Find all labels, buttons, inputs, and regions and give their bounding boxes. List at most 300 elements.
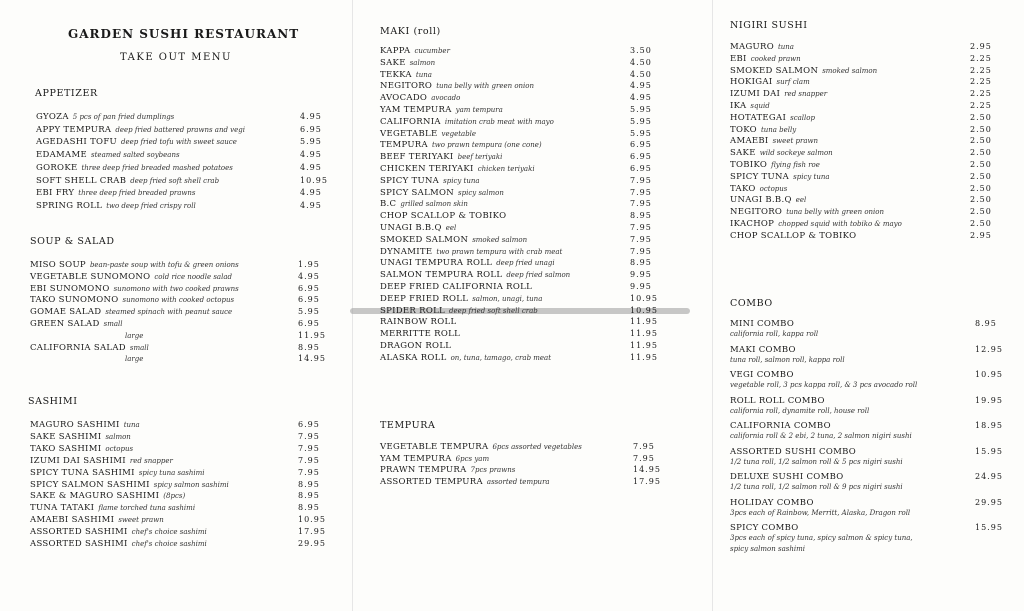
menu-item-name: IKACHOP [730,219,775,229]
menu-item-price: 2.25 [970,101,992,110]
menu-item-price: 2.50 [970,148,992,158]
menu-item [30,479,338,491]
menu-item [380,246,670,258]
menu-item-price: 2.50 [970,112,992,122]
menu-item-description: eel [795,196,807,205]
menu-item [730,76,1010,88]
menu-item-description: sunomono with two cooked prawns [113,284,239,293]
menu-item-description: spicy salmon sashimi [153,480,229,489]
menu-item-price: 6.95 [298,283,320,293]
menu-item-name: IKA [730,101,747,111]
menu-item-name: SPICY SALMON SASHIMI [30,479,150,490]
combo-item-detail: spicy salmon sashimi [730,545,805,553]
menu-item-description: deep fried unagi [496,259,555,268]
menu-item-name: MERRITTE ROLL [380,329,461,340]
menu-item-name: AGEDASHI TOFU [36,137,117,148]
menu-item [730,194,1010,206]
menu-item-name: KAPPA [380,46,411,56]
menu-item-price: 6.95 [630,164,652,173]
menu-item-price: 2.25 [970,89,992,99]
section-title-sashimi: SASHIMI [28,396,78,407]
menu-item-price: 5.95 [630,128,652,138]
menu-item-description: deep fried salmon [506,271,571,280]
menu-item [730,147,1010,159]
combo-item-detail: 1/2 tuna roll, 1/2 salmon roll & 5 pcs nigiri sushi [730,457,903,466]
menu-item-description: imitation crab meat with mayo [444,117,554,126]
menu-item [730,135,1010,147]
menu-item [30,353,338,365]
menu-item-price: 4.95 [300,150,322,160]
combo-item-detail: california roll, kappa roll [730,330,819,338]
menu-item-price: 7.95 [298,467,320,477]
menu-item-description: deep fried battered prawns and vegi [115,125,245,134]
menu-item-description: tuna [415,70,432,79]
menu-item-price: 2.25 [970,77,992,87]
menu-item-name: SPICY TUNA SASHIMI [30,467,135,478]
combo-item-price: 29.95 [975,497,1003,507]
menu-item-name: SPICY SALMON [380,187,455,198]
menu-item-description: 6pcs assorted vegetables [492,443,582,451]
page-fold [352,0,353,611]
menu-item-price: 6.95 [300,124,322,134]
menu-item [380,281,670,293]
menu-item-price: 17.95 [633,476,661,486]
menu-item-price: 6.95 [298,295,320,305]
menu-item [730,65,1010,77]
menu-item-name: ASSORTED TEMPURA [380,476,483,487]
menu-item-name: SPICY TUNA [380,175,440,186]
menu-item-name: DRAGON ROLL [380,341,452,351]
menu-item-description: cold rice noodle salad [154,272,232,281]
menu-item [30,467,338,479]
menu-item-price: 11.95 [630,329,658,339]
menu-item-description: chef's choice sashimi [131,528,207,537]
menu-item-description: surf clam [776,78,810,87]
menu-item-price: 10.95 [630,305,658,315]
menu-item-name: CHOP SCALLOP & TOBIKO [380,211,507,222]
menu-item-description: small [129,343,149,352]
menu-item-name: DEEP FRIED CALIFORNIA ROLL [380,282,533,292]
menu-item-name: TEKKA [380,69,412,80]
menu-item-price: 29.95 [298,539,326,548]
menu-item [380,57,670,69]
menu-item-price: 4.50 [630,69,652,79]
menu-item [30,342,338,354]
menu-item-price: 7.95 [630,234,652,244]
menu-item-price: 8.95 [630,211,652,221]
menu-item [30,330,338,342]
menu-item [730,100,1010,112]
menu-item [380,128,670,140]
menu-item-price: 7.95 [630,246,652,256]
menu-item [380,234,670,246]
menu-item-name: YAM TEMPURA [380,105,452,115]
menu-item-price: 2.50 [970,219,992,228]
menu-item-description: sweet prawn [118,516,164,525]
menu-item-price: 7.95 [630,187,652,197]
menu-item-description: scallop [790,113,815,122]
menu-item-name: CHOP SCALLOP & TOBIKO [730,230,857,241]
menu-item-price: 7.95 [630,175,652,185]
menu-item [380,163,670,175]
menu-item-description: two prawn tempura (one cone) [431,141,542,150]
menu-item-name: SMOKED SALMON [380,234,469,245]
combo-item-name: VEGI COMBO [730,370,794,380]
menu-item-name: CHICKEN TERIYAKI [380,164,474,174]
combo-item-name: ROLL ROLL COMBO [730,395,825,406]
menu-item [730,218,1010,230]
menu-item-description: red snapper [129,456,173,465]
menu-item-description: large [125,331,144,340]
menu-item-name: UNAGI B.B.Q [380,223,442,233]
menu-item-price: 7.95 [633,453,655,463]
menu-item-name: IZUMI DAI [730,89,781,100]
menu-item-name: TEMPURA [380,140,428,151]
menu-item-description: spicy tuna [443,176,480,185]
menu-item-description: squid [750,102,770,110]
menu-item-price: 2.50 [970,183,992,193]
menu-item-description: tuna belly [760,125,797,134]
menu-item-price: 7.95 [298,443,320,453]
menu-item-price: 11.95 [630,352,658,362]
menu-item [380,80,670,92]
menu-item-description: (8pcs) [163,492,186,501]
menu-item-name: SAKE & MAGURO SASHIMI [30,491,160,502]
menu-item-description: bean-paste soup with tofu & green onions [89,261,239,269]
menu-item-price: 4.95 [630,93,652,103]
menu-item-price: 4.95 [300,162,322,172]
menu-item-name: AMAEBI [730,136,769,147]
menu-item [380,187,670,199]
menu-item [36,200,340,212]
menu-item [380,69,670,81]
combo-item [730,471,1015,483]
menu-item-price: 6.95 [298,319,320,328]
menu-item [36,111,340,123]
menu-item-name: EBI SUNOMONO [30,283,110,294]
menu-item-name: EDAMAME [36,150,88,161]
menu-item-name: NEGITORO [730,207,783,218]
menu-item-description: smoked salmon [472,235,528,244]
menu-item-description: 6pcs yam [455,454,490,463]
menu-item-description: two deep fried crispy roll [106,201,196,210]
combo-item [730,522,1015,534]
combo-item-price: 15.95 [975,446,1003,456]
menu-item-name: VEGETABLE [380,128,438,139]
menu-item-price: 14.95 [298,354,326,364]
menu-item-name: SAKE [730,148,756,159]
menu-item-description: sweet prawn [772,137,819,146]
menu-item-description: deep fried soft shell crab [130,176,220,185]
menu-item [380,45,670,57]
menu-item-name: EBI FRY [36,188,75,199]
combo-item-detail: vegetable roll, 3 pcs kappa roll, & 3 pcs avocado roll [730,381,918,389]
menu-item-price: 5.95 [298,307,320,317]
menu-item [30,419,338,431]
menu-item-price: 4.50 [630,57,652,67]
combo-item-detail: california roll, dynamite roll, house roll [730,406,870,415]
menu-item-price: 3.50 [630,46,652,55]
menu-item-description: avocado [431,94,461,103]
menu-item [730,230,1010,242]
menu-item-price: 10.95 [298,515,326,525]
menu-item-description: octopus [105,444,134,453]
menu-item-price: 9.95 [630,270,652,280]
menu-item-price: 2.95 [970,230,992,240]
menu-item-description: chopped squid with tobiko & mayo [778,220,902,228]
menu-item-description: two prawn tempura with crab meat [436,247,563,256]
menu-item-price: 7.95 [630,223,652,232]
menu-item-description: tuna belly with green onion [786,208,885,217]
section-title-maki: MAKI (roll) [380,26,441,37]
menu-item [380,198,670,210]
menu-item-description: vegetable [441,129,477,138]
page-fold [712,0,713,611]
menu-item-description: flying fish roe [771,161,820,169]
combo-item-name: MAKI COMBO [730,344,796,355]
menu-item-name: PRAWN TEMPURA [380,465,467,475]
menu-item-price: 4.95 [630,81,652,91]
menu-item-name: DEEP FRIED ROLL [380,293,469,304]
menu-item-description: smoked salmon [822,66,878,75]
menu-item-name: SPIDER ROLL [380,305,445,316]
menu-item [30,443,338,455]
menu-item-name: VEGETABLE SUNOMONO [30,271,151,282]
section-title-nigiri: NIGIRI SUSHI [730,20,808,31]
menu-item-description: salmon [409,58,436,67]
menu-item [380,352,670,364]
menu-item-price: 2.50 [970,195,992,205]
menu-item [730,41,1010,53]
menu-item-price: 11.95 [630,317,658,327]
menu-item-name: UNAGI TEMPURA ROLL [380,258,493,269]
menu-item-price: 8.95 [298,342,320,352]
menu-item-name: B.C [380,199,397,210]
combo-item [730,344,1015,356]
menu-item-name: IZUMI DAI SASHIMI [30,455,126,466]
menu-item [380,453,673,465]
menu-type: TAKE OUT MENU [120,52,232,63]
menu-item [380,92,670,104]
section-title-soup-salad: SOUP & SALAD [30,236,115,247]
restaurant-name: GARDEN SUSHI RESTAURANT [68,27,300,41]
menu-item-price: 2.50 [970,207,992,217]
menu-item-price: 7.95 [298,455,320,465]
combo-item-name: MINI COMBO [730,319,795,329]
menu-item-description: tuna [123,421,140,429]
menu-item [730,171,1010,183]
menu-item [380,139,670,151]
menu-item-description: salmon, unagi, tuna [472,294,543,303]
menu-item [30,306,338,318]
menu-item [380,293,670,305]
menu-item-name: SOFT SHELL CRAB [36,175,127,186]
menu-item-name: SPICY TUNA [730,171,790,182]
menu-item-description: octopus [759,184,788,193]
combo-item-price: 18.95 [975,421,1003,430]
menu-item-price: 8.95 [298,491,320,501]
menu-item [730,88,1010,100]
menu-item [380,340,670,352]
menu-item-description: red snapper [784,90,828,99]
menu-item-description: cucumber [414,47,450,55]
menu-item-name: MAGURO SASHIMI [30,420,120,430]
menu-item [36,124,340,136]
menu-item-name: TUNA TATAKI [30,503,95,514]
menu-item-description: 5 pcs of pan fried dumplings [72,113,175,121]
menu-item-price: 4.95 [300,188,322,198]
menu-item-name: MAGURO [730,42,774,52]
menu-item [380,257,670,269]
menu-item [380,222,670,234]
menu-item [30,526,338,538]
menu-item-name: TAKO [730,183,756,194]
menu-item-description: on, tuna, tamago, crab meat [450,353,552,362]
combo-item [730,395,1015,407]
menu-item-name: APPY TEMPURA [36,124,112,135]
menu-item [730,206,1010,218]
combo-item-name: CALIFORNIA COMBO [730,421,831,431]
menu-item-price: 6.95 [630,140,652,150]
menu-item [730,53,1010,65]
menu-item [30,318,338,330]
menu-item-price: 2.25 [970,65,992,75]
menu-item [380,328,670,340]
menu-item-name: SALMON TEMPURA ROLL [380,270,503,281]
menu-item [380,476,673,488]
menu-item [730,124,1010,136]
menu-item-name: YAM TEMPURA [380,453,452,464]
menu-item-name: UNAGI B.B.Q [730,195,792,206]
menu-item [36,162,340,174]
menu-item-price: 5.95 [630,116,652,126]
combo-item-detail: tuna roll, salmon roll, kappa roll [730,355,845,364]
menu-item-name: AMAEBI SASHIMI [30,515,115,526]
menu-item-price: 5.95 [300,137,322,147]
menu-item-description: spicy tuna sashimi [138,468,205,477]
combo-item-name: DELUXE SUSHI COMBO [730,472,844,482]
combo-item-price: 10.95 [975,370,1003,379]
menu-item-description: assorted tempura [486,477,550,486]
combo-item-detail: 3pcs each of spicy tuna, spicy salmon & spicy tuna, [730,534,913,542]
combo-item-price: 8.95 [975,319,997,328]
menu-item [30,502,338,514]
menu-item-name: RAINBOW ROLL [380,317,457,328]
menu-item [30,259,338,271]
combo-item [730,446,1015,458]
menu-item-price: 2.50 [970,136,992,146]
menu-item [380,175,670,187]
combo-item-detail: california roll & 2 ebi, 2 tuna, 2 salmon nigiri sushi [730,432,912,440]
menu-item-price: 2.50 [970,171,992,181]
menu-item-description: chicken teriyaki [477,165,535,173]
menu-item-description: grilled salmon skin [400,200,468,209]
menu-item [380,305,670,317]
menu-item-description: 7pcs prawns [470,466,516,474]
menu-item-name: TAKO SUNOMONO [30,295,119,306]
menu-item [380,104,670,116]
menu-item [380,316,670,328]
menu-item-name: HOTATEGAI [730,112,787,123]
menu-item-price: 6.95 [630,152,652,162]
menu-item [380,441,673,453]
menu-item-description: flame torched tuna sashimi [98,504,196,513]
combo-item-price: 12.95 [975,344,1003,354]
menu-item-price: 4.95 [300,112,322,121]
menu-item-name: ASSORTED SASHIMI [30,527,128,538]
menu-item-description: steamed spinach with peanut sauce [105,308,233,317]
menu-item [30,294,338,306]
menu-item-name: CALIFORNIA SALAD [30,342,126,353]
menu-item-price: 8.95 [298,503,320,513]
menu-item-name: CALIFORNIA [380,116,441,127]
menu-item-description: eel [445,224,457,232]
menu-item [730,159,1010,171]
menu-item-price: 2.95 [970,42,992,51]
combo-item-price: 19.95 [975,395,1003,405]
menu-item-description: small [103,320,123,328]
combo-item-name: HOLIDAY COMBO [730,497,814,508]
section-title-combo: COMBO [730,298,773,309]
menu-item [380,464,673,476]
menu-item-price: 9.95 [630,282,652,291]
combo-item [730,420,1015,432]
menu-item-description: sunomono with cooked octopus [122,296,235,305]
combo-item-detail: 1/2 tuna roll, 1/2 salmon roll & 9 pcs nigiri sushi [730,483,903,491]
combo-item-price: 15.95 [975,523,1003,532]
menu-item-name: GYOZA [36,112,69,122]
menu-item-name: GOMAE SALAD [30,307,102,318]
combo-item [730,369,1015,381]
menu-item-description: tuna [777,43,794,51]
menu-item [380,269,670,281]
menu-item-price: 5.95 [630,105,652,114]
menu-item [36,187,340,199]
menu-item-price: 8.95 [298,479,320,489]
menu-item-name: GREEN SALAD [30,319,100,329]
menu-item-price: 7.95 [630,199,652,209]
menu-item-description: tuna belly with green onion [436,82,535,91]
menu-item-name: TAKO SASHIMI [30,443,102,454]
menu-item [30,538,338,550]
combo-item-name: SPICY COMBO [730,523,799,533]
menu-item-name: EBI [730,53,747,64]
menu-item-description: spicy salmon [458,188,504,197]
combo-item [730,318,1015,330]
menu-item-description: chef's choice sashimi [131,540,207,548]
menu-item-description: spicy tuna [793,172,830,181]
menu-item [36,136,340,148]
menu-item-price: 8.95 [630,258,652,268]
menu-item-price: 2.50 [970,124,992,134]
menu-item-description: yam tempura [455,106,503,114]
menu-item [30,490,338,502]
menu-item-price: 11.95 [298,330,326,340]
menu-item [730,183,1010,195]
menu-item-name: DYNAMITE [380,246,433,257]
menu-item-description: wild sockeye salmon [759,149,833,158]
menu-item-name: MISO SOUP [30,260,86,270]
menu-item-price: 7.95 [633,442,655,451]
menu-item-name: HOKIGAI [730,77,773,88]
menu-item-price: 6.95 [298,420,320,429]
menu-item-price: 14.95 [633,465,661,474]
menu-item [380,210,670,222]
menu-item [30,514,338,526]
menu-item-description: cooked prawn [750,54,801,63]
menu-item-name: SPRING ROLL [36,200,103,211]
menu-item-name: VEGETABLE TEMPURA [380,442,489,452]
